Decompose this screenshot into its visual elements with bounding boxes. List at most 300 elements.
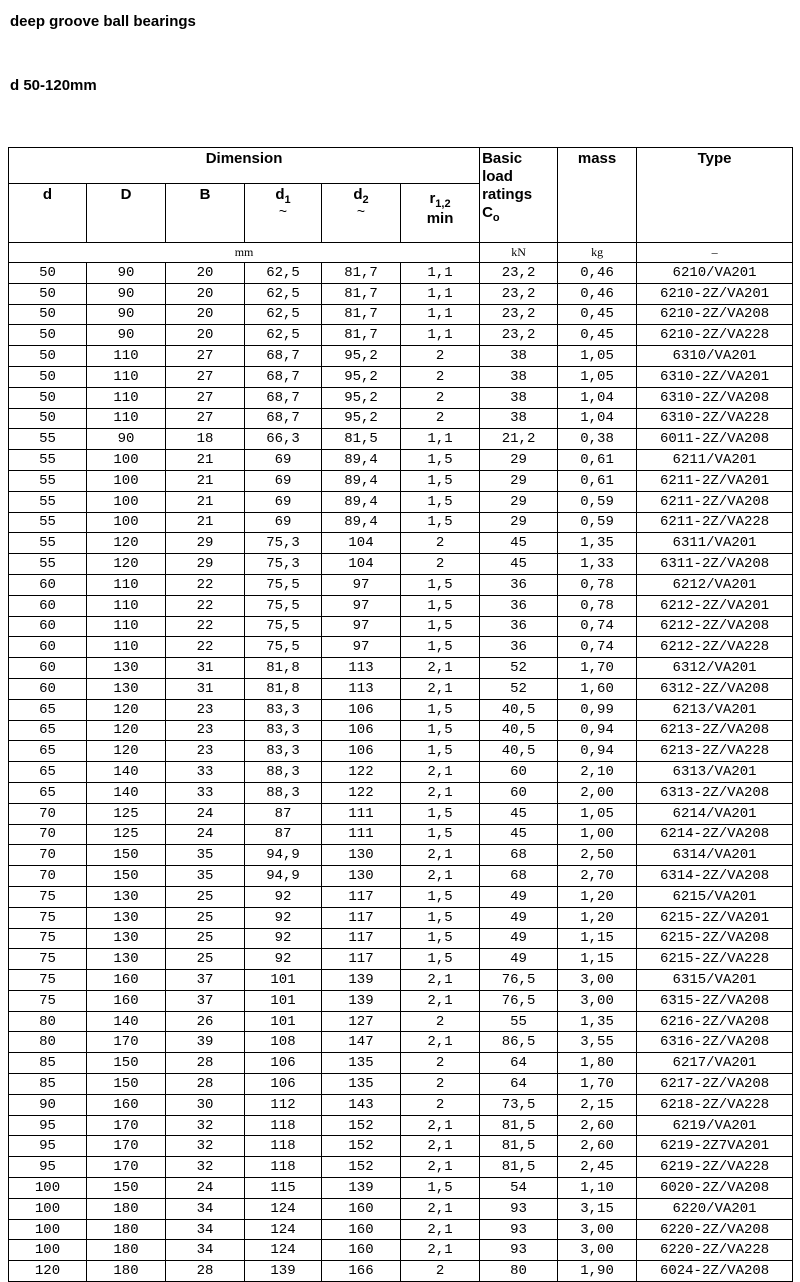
cell-D: 110 bbox=[87, 408, 166, 429]
table-row bbox=[9, 554, 793, 575]
cell-d: 75 bbox=[9, 928, 87, 949]
cell-type: 6211-2Z/VA228 bbox=[637, 512, 793, 533]
type-header: Type bbox=[637, 148, 793, 243]
cell-d2: 139 bbox=[322, 970, 401, 991]
table-row bbox=[9, 637, 793, 658]
unit-dimension: mm bbox=[9, 243, 480, 263]
cell-d: 55 bbox=[9, 450, 87, 471]
cell-load: 38 bbox=[480, 408, 558, 429]
cell-B: 18 bbox=[166, 429, 245, 450]
cell-B: 37 bbox=[166, 990, 245, 1011]
cell-mass: 1,60 bbox=[558, 678, 637, 699]
cell-load: 81,5 bbox=[480, 1115, 558, 1136]
cell-load: 40,5 bbox=[480, 699, 558, 720]
cell-B: 21 bbox=[166, 450, 245, 471]
cell-d2: 81,7 bbox=[322, 304, 401, 325]
cell-load: 81,5 bbox=[480, 1136, 558, 1157]
cell-B: 27 bbox=[166, 346, 245, 367]
cell-r: 1,5 bbox=[401, 450, 480, 471]
cell-D: 130 bbox=[87, 678, 166, 699]
cell-mass: 0,78 bbox=[558, 574, 637, 595]
cell-r: 2,1 bbox=[401, 990, 480, 1011]
cell-load: 29 bbox=[480, 491, 558, 512]
cell-d: 50 bbox=[9, 325, 87, 346]
cell-B: 29 bbox=[166, 554, 245, 575]
cell-r: 2,1 bbox=[401, 658, 480, 679]
cell-d1: 115 bbox=[245, 1178, 322, 1199]
cell-r: 2,1 bbox=[401, 762, 480, 783]
cell-type: 6314/VA201 bbox=[637, 845, 793, 866]
cell-d2: 139 bbox=[322, 990, 401, 1011]
cell-r: 2 bbox=[401, 1053, 480, 1074]
cell-mass: 1,33 bbox=[558, 554, 637, 575]
cell-load: 64 bbox=[480, 1053, 558, 1074]
cell-load: 38 bbox=[480, 366, 558, 387]
cell-D: 100 bbox=[87, 450, 166, 471]
cell-D: 130 bbox=[87, 886, 166, 907]
cell-mass: 2,10 bbox=[558, 762, 637, 783]
cell-r: 2 bbox=[401, 408, 480, 429]
cell-d: 75 bbox=[9, 990, 87, 1011]
cell-d: 65 bbox=[9, 699, 87, 720]
cell-d2: 166 bbox=[322, 1261, 401, 1282]
cell-load: 80 bbox=[480, 1261, 558, 1282]
cell-d1: 81,8 bbox=[245, 658, 322, 679]
cell-load: 23,2 bbox=[480, 263, 558, 284]
cell-d2: 89,4 bbox=[322, 450, 401, 471]
cell-d1: 87 bbox=[245, 803, 322, 824]
table-row bbox=[9, 1136, 793, 1157]
cell-d2: 152 bbox=[322, 1136, 401, 1157]
cell-d: 55 bbox=[9, 491, 87, 512]
cell-d: 100 bbox=[9, 1219, 87, 1240]
cell-D: 120 bbox=[87, 741, 166, 762]
cell-r: 2,1 bbox=[401, 1115, 480, 1136]
cell-D: 130 bbox=[87, 907, 166, 928]
col-header-d: d bbox=[9, 184, 87, 243]
cell-D: 120 bbox=[87, 720, 166, 741]
cell-B: 20 bbox=[166, 325, 245, 346]
cell-d1: 75,5 bbox=[245, 595, 322, 616]
cell-load: 86,5 bbox=[480, 1032, 558, 1053]
cell-d1: 66,3 bbox=[245, 429, 322, 450]
cell-d: 65 bbox=[9, 782, 87, 803]
cell-d2: 97 bbox=[322, 616, 401, 637]
cell-d2: 81,5 bbox=[322, 429, 401, 450]
cell-d2: 97 bbox=[322, 637, 401, 658]
table-row bbox=[9, 616, 793, 637]
cell-r: 2,1 bbox=[401, 845, 480, 866]
cell-type: 6210-2Z/VA201 bbox=[637, 283, 793, 304]
cell-load: 93 bbox=[480, 1219, 558, 1240]
cell-type: 6310-2Z/VA201 bbox=[637, 366, 793, 387]
cell-r: 2,1 bbox=[401, 1198, 480, 1219]
table-row bbox=[9, 1219, 793, 1240]
table-row bbox=[9, 1178, 793, 1199]
cell-r: 1,5 bbox=[401, 699, 480, 720]
cell-load: 29 bbox=[480, 470, 558, 491]
cell-type: 6310-2Z/VA228 bbox=[637, 408, 793, 429]
cell-D: 125 bbox=[87, 803, 166, 824]
cell-mass: 1,15 bbox=[558, 949, 637, 970]
cell-load: 29 bbox=[480, 512, 558, 533]
cell-type: 6210-2Z/VA228 bbox=[637, 325, 793, 346]
cell-type: 6312-2Z/VA208 bbox=[637, 678, 793, 699]
cell-d1: 69 bbox=[245, 450, 322, 471]
cell-B: 22 bbox=[166, 595, 245, 616]
cell-r: 1,1 bbox=[401, 263, 480, 284]
cell-type: 6313-2Z/VA208 bbox=[637, 782, 793, 803]
cell-mass: 1,90 bbox=[558, 1261, 637, 1282]
cell-d: 50 bbox=[9, 387, 87, 408]
cell-type: 6211/VA201 bbox=[637, 450, 793, 471]
cell-d: 90 bbox=[9, 1094, 87, 1115]
cell-d1: 118 bbox=[245, 1157, 322, 1178]
cell-d: 60 bbox=[9, 678, 87, 699]
cell-mass: 2,15 bbox=[558, 1094, 637, 1115]
cell-d1: 62,5 bbox=[245, 325, 322, 346]
cell-mass: 0,59 bbox=[558, 491, 637, 512]
cell-d2: 127 bbox=[322, 1011, 401, 1032]
cell-load: 23,2 bbox=[480, 283, 558, 304]
cell-d2: 122 bbox=[322, 782, 401, 803]
cell-load: 60 bbox=[480, 782, 558, 803]
cell-mass: 3,55 bbox=[558, 1032, 637, 1053]
cell-d: 70 bbox=[9, 824, 87, 845]
cell-D: 170 bbox=[87, 1115, 166, 1136]
cell-B: 25 bbox=[166, 928, 245, 949]
cell-mass: 1,04 bbox=[558, 408, 637, 429]
cell-d2: 81,7 bbox=[322, 283, 401, 304]
cell-type: 6310/VA201 bbox=[637, 346, 793, 367]
cell-d2: 95,2 bbox=[322, 387, 401, 408]
cell-D: 180 bbox=[87, 1240, 166, 1261]
cell-r: 1,1 bbox=[401, 429, 480, 450]
cell-r: 1,1 bbox=[401, 325, 480, 346]
page-subtitle: d 50-120mm bbox=[10, 77, 97, 94]
cell-D: 120 bbox=[87, 699, 166, 720]
col-header-D: D bbox=[87, 184, 166, 243]
cell-d1: 75,3 bbox=[245, 554, 322, 575]
cell-mass: 0,45 bbox=[558, 325, 637, 346]
cell-type: 6315-2Z/VA208 bbox=[637, 990, 793, 1011]
cell-d1: 118 bbox=[245, 1136, 322, 1157]
bearing-table bbox=[8, 147, 793, 1282]
cell-d1: 124 bbox=[245, 1198, 322, 1219]
cell-mass: 1,20 bbox=[558, 907, 637, 928]
cell-D: 110 bbox=[87, 574, 166, 595]
cell-type: 6314-2Z/VA208 bbox=[637, 866, 793, 887]
cell-D: 150 bbox=[87, 1074, 166, 1095]
cell-load: 52 bbox=[480, 658, 558, 679]
cell-d2: 113 bbox=[322, 678, 401, 699]
cell-d1: 75,5 bbox=[245, 574, 322, 595]
cell-load: 54 bbox=[480, 1178, 558, 1199]
cell-d2: 143 bbox=[322, 1094, 401, 1115]
dimension-group-header: Dimension bbox=[9, 148, 480, 184]
cell-B: 31 bbox=[166, 678, 245, 699]
cell-D: 90 bbox=[87, 304, 166, 325]
cell-d1: 81,8 bbox=[245, 678, 322, 699]
cell-d1: 124 bbox=[245, 1219, 322, 1240]
cell-d: 85 bbox=[9, 1053, 87, 1074]
table-row bbox=[9, 408, 793, 429]
cell-r: 2 bbox=[401, 1261, 480, 1282]
cell-type: 6217/VA201 bbox=[637, 1053, 793, 1074]
cell-D: 90 bbox=[87, 429, 166, 450]
table-row bbox=[9, 782, 793, 803]
cell-d: 70 bbox=[9, 803, 87, 824]
table-row bbox=[9, 387, 793, 408]
cell-mass: 1,05 bbox=[558, 366, 637, 387]
cell-D: 150 bbox=[87, 866, 166, 887]
cell-mass: 2,60 bbox=[558, 1136, 637, 1157]
cell-type: 6313/VA201 bbox=[637, 762, 793, 783]
cell-load: 76,5 bbox=[480, 990, 558, 1011]
cell-d1: 94,9 bbox=[245, 866, 322, 887]
cell-load: 29 bbox=[480, 450, 558, 471]
cell-type: 6011-2Z/VA208 bbox=[637, 429, 793, 450]
cell-d2: 106 bbox=[322, 720, 401, 741]
cell-mass: 2,00 bbox=[558, 782, 637, 803]
cell-d: 55 bbox=[9, 533, 87, 554]
cell-load: 38 bbox=[480, 346, 558, 367]
cell-load: 23,2 bbox=[480, 304, 558, 325]
cell-d: 55 bbox=[9, 554, 87, 575]
table-row bbox=[9, 1115, 793, 1136]
cell-type: 6211-2Z/VA208 bbox=[637, 491, 793, 512]
cell-D: 120 bbox=[87, 533, 166, 554]
cell-d2: 160 bbox=[322, 1219, 401, 1240]
cell-d2: 95,2 bbox=[322, 346, 401, 367]
cell-d1: 92 bbox=[245, 949, 322, 970]
cell-d: 75 bbox=[9, 949, 87, 970]
cell-B: 21 bbox=[166, 470, 245, 491]
cell-type: 6212-2Z/VA228 bbox=[637, 637, 793, 658]
cell-type: 6213-2Z/VA208 bbox=[637, 720, 793, 741]
cell-d: 95 bbox=[9, 1115, 87, 1136]
cell-type: 6024-2Z/VA208 bbox=[637, 1261, 793, 1282]
cell-d2: 111 bbox=[322, 824, 401, 845]
table-row bbox=[9, 720, 793, 741]
cell-mass: 3,15 bbox=[558, 1198, 637, 1219]
cell-load: 81,5 bbox=[480, 1157, 558, 1178]
cell-d: 75 bbox=[9, 970, 87, 991]
cell-D: 150 bbox=[87, 1053, 166, 1074]
cell-d2: 113 bbox=[322, 658, 401, 679]
cell-d: 75 bbox=[9, 886, 87, 907]
cell-mass: 1,05 bbox=[558, 803, 637, 824]
cell-r: 2,1 bbox=[401, 1032, 480, 1053]
cell-mass: 0,94 bbox=[558, 720, 637, 741]
cell-mass: 0,59 bbox=[558, 512, 637, 533]
cell-mass: 1,80 bbox=[558, 1053, 637, 1074]
cell-r: 2,1 bbox=[401, 678, 480, 699]
cell-d2: 117 bbox=[322, 928, 401, 949]
cell-r: 2,1 bbox=[401, 866, 480, 887]
cell-d1: 92 bbox=[245, 886, 322, 907]
cell-B: 27 bbox=[166, 387, 245, 408]
cell-B: 20 bbox=[166, 263, 245, 284]
cell-load: 93 bbox=[480, 1198, 558, 1219]
cell-D: 150 bbox=[87, 1178, 166, 1199]
table-row bbox=[9, 1074, 793, 1095]
cell-B: 27 bbox=[166, 408, 245, 429]
cell-d1: 83,3 bbox=[245, 720, 322, 741]
cell-r: 2 bbox=[401, 387, 480, 408]
cell-d: 55 bbox=[9, 470, 87, 491]
cell-mass: 0,74 bbox=[558, 616, 637, 637]
cell-mass: 2,70 bbox=[558, 866, 637, 887]
cell-d2: 81,7 bbox=[322, 325, 401, 346]
cell-d2: 117 bbox=[322, 886, 401, 907]
col-header-r: $r_{1,2}$ min bbox=[401, 184, 480, 243]
cell-r: 2 bbox=[401, 533, 480, 554]
cell-type: 6212/VA201 bbox=[637, 574, 793, 595]
cell-r: 1,5 bbox=[401, 470, 480, 491]
cell-d2: 97 bbox=[322, 574, 401, 595]
cell-r: 2 bbox=[401, 1011, 480, 1032]
cell-load: 68 bbox=[480, 845, 558, 866]
cell-B: 22 bbox=[166, 616, 245, 637]
cell-D: 110 bbox=[87, 616, 166, 637]
cell-D: 110 bbox=[87, 346, 166, 367]
cell-D: 170 bbox=[87, 1157, 166, 1178]
table-row bbox=[9, 762, 793, 783]
table-row bbox=[9, 283, 793, 304]
cell-d1: 92 bbox=[245, 907, 322, 928]
cell-type: 6311/VA201 bbox=[637, 533, 793, 554]
cell-mass: 0,74 bbox=[558, 637, 637, 658]
cell-d2: 104 bbox=[322, 533, 401, 554]
table-row bbox=[9, 845, 793, 866]
cell-d1: 124 bbox=[245, 1240, 322, 1261]
cell-r: 1,5 bbox=[401, 491, 480, 512]
cell-d: 60 bbox=[9, 616, 87, 637]
cell-B: 26 bbox=[166, 1011, 245, 1032]
cell-D: 110 bbox=[87, 366, 166, 387]
cell-D: 140 bbox=[87, 1011, 166, 1032]
cell-D: 170 bbox=[87, 1032, 166, 1053]
cell-d: 50 bbox=[9, 408, 87, 429]
cell-load: 76,5 bbox=[480, 970, 558, 991]
cell-r: 1,5 bbox=[401, 595, 480, 616]
cell-B: 35 bbox=[166, 845, 245, 866]
cell-d2: 95,2 bbox=[322, 366, 401, 387]
cell-d: 65 bbox=[9, 741, 87, 762]
cell-D: 180 bbox=[87, 1198, 166, 1219]
cell-d1: 108 bbox=[245, 1032, 322, 1053]
cell-type: 6312/VA201 bbox=[637, 658, 793, 679]
table-row bbox=[9, 803, 793, 824]
cell-B: 28 bbox=[166, 1053, 245, 1074]
cell-type: 6215-2Z/VA208 bbox=[637, 928, 793, 949]
cell-d: 50 bbox=[9, 283, 87, 304]
table-row bbox=[9, 1053, 793, 1074]
cell-D: 120 bbox=[87, 554, 166, 575]
cell-mass: 1,70 bbox=[558, 1074, 637, 1095]
cell-B: 25 bbox=[166, 949, 245, 970]
table-row bbox=[9, 1011, 793, 1032]
cell-type: 6215-2Z/VA228 bbox=[637, 949, 793, 970]
cell-D: 180 bbox=[87, 1219, 166, 1240]
cell-B: 22 bbox=[166, 637, 245, 658]
cell-type: 6217-2Z/VA208 bbox=[637, 1074, 793, 1095]
cell-d1: 62,5 bbox=[245, 263, 322, 284]
cell-d1: 62,5 bbox=[245, 304, 322, 325]
cell-B: 23 bbox=[166, 699, 245, 720]
cell-B: 34 bbox=[166, 1198, 245, 1219]
cell-B: 24 bbox=[166, 1178, 245, 1199]
cell-r: 1,5 bbox=[401, 1178, 480, 1199]
cell-load: 45 bbox=[480, 554, 558, 575]
cell-D: 100 bbox=[87, 470, 166, 491]
cell-d2: 89,4 bbox=[322, 470, 401, 491]
cell-B: 28 bbox=[166, 1261, 245, 1282]
cell-load: 64 bbox=[480, 1074, 558, 1095]
cell-D: 160 bbox=[87, 1094, 166, 1115]
cell-load: 45 bbox=[480, 803, 558, 824]
cell-B: 34 bbox=[166, 1219, 245, 1240]
cell-type: 6214/VA201 bbox=[637, 803, 793, 824]
cell-D: 110 bbox=[87, 637, 166, 658]
cell-d2: 122 bbox=[322, 762, 401, 783]
cell-type: 6315/VA201 bbox=[637, 970, 793, 991]
cell-type: 6220-2Z/VA228 bbox=[637, 1240, 793, 1261]
table-row bbox=[9, 574, 793, 595]
cell-r: 2,1 bbox=[401, 1136, 480, 1157]
table-row bbox=[9, 658, 793, 679]
cell-mass: 1,05 bbox=[558, 346, 637, 367]
cell-load: 68 bbox=[480, 866, 558, 887]
cell-load: 36 bbox=[480, 616, 558, 637]
unit-type: – bbox=[637, 243, 793, 263]
cell-d1: 62,5 bbox=[245, 283, 322, 304]
cell-D: 110 bbox=[87, 387, 166, 408]
cell-mass: 2,45 bbox=[558, 1157, 637, 1178]
cell-load: 38 bbox=[480, 387, 558, 408]
table-row bbox=[9, 866, 793, 887]
cell-d: 55 bbox=[9, 429, 87, 450]
table-row bbox=[9, 1094, 793, 1115]
cell-r: 1,5 bbox=[401, 824, 480, 845]
table-row bbox=[9, 741, 793, 762]
col-header-d1: $d_1$ ~ bbox=[245, 184, 322, 243]
cell-B: 20 bbox=[166, 283, 245, 304]
cell-B: 23 bbox=[166, 741, 245, 762]
cell-d1: 69 bbox=[245, 512, 322, 533]
cell-B: 33 bbox=[166, 782, 245, 803]
cell-d2: 117 bbox=[322, 907, 401, 928]
cell-d2: 160 bbox=[322, 1198, 401, 1219]
cell-B: 29 bbox=[166, 533, 245, 554]
cell-B: 32 bbox=[166, 1115, 245, 1136]
cell-mass: 3,00 bbox=[558, 1219, 637, 1240]
cell-r: 1,5 bbox=[401, 741, 480, 762]
cell-r: 2 bbox=[401, 1094, 480, 1115]
cell-mass: 1,10 bbox=[558, 1178, 637, 1199]
table-row bbox=[9, 907, 793, 928]
cell-type: 6316-2Z/VA208 bbox=[637, 1032, 793, 1053]
cell-mass: 3,00 bbox=[558, 1240, 637, 1261]
cell-d1: 75,3 bbox=[245, 533, 322, 554]
cell-D: 130 bbox=[87, 658, 166, 679]
cell-load: 36 bbox=[480, 595, 558, 616]
table-row bbox=[9, 346, 793, 367]
cell-mass: 1,35 bbox=[558, 1011, 637, 1032]
cell-type: 6212-2Z/VA201 bbox=[637, 595, 793, 616]
cell-load: 45 bbox=[480, 533, 558, 554]
